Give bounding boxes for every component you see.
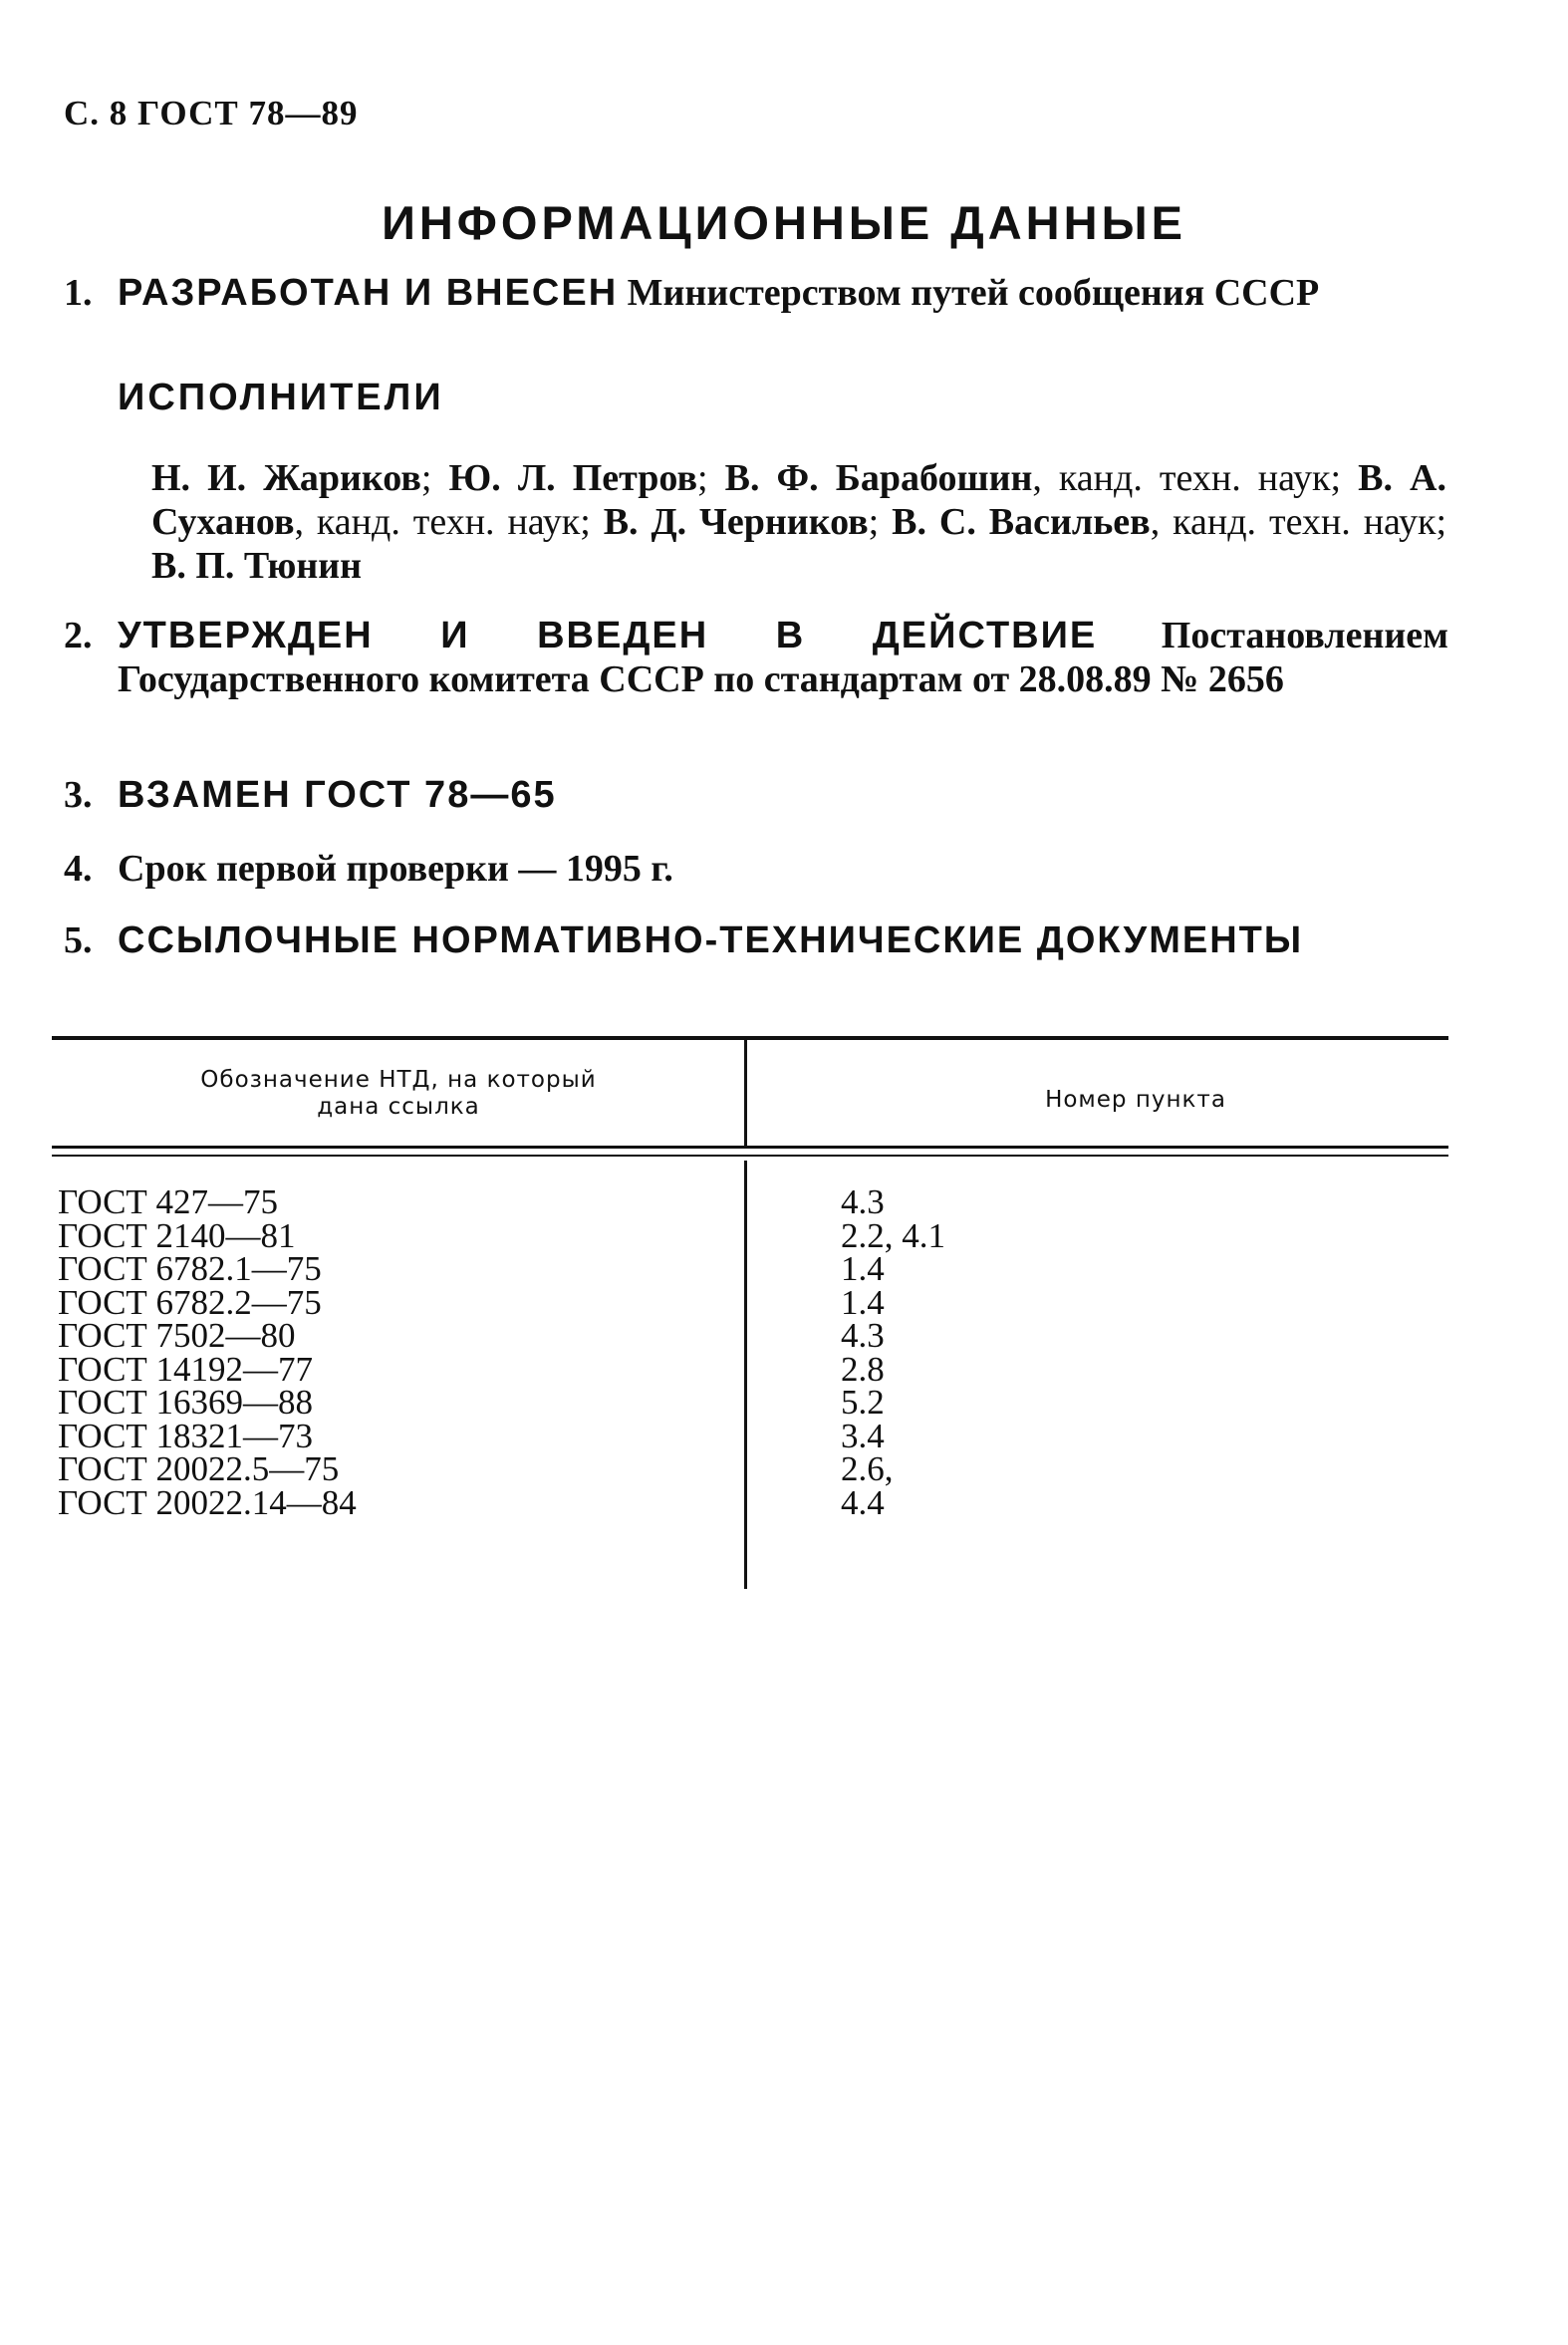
item-caps: РАЗРАБОТАН И ВНЕСЕН [118, 272, 619, 314]
executor-name: Ю. Л. Петров [448, 457, 697, 499]
item-number: 2. [64, 615, 93, 656]
table-column-clauses [841, 1182, 1239, 1522]
executors-list: Н. И. Жариков; Ю. Л. Петров; В. Ф. Барабошин, канд. техн. наук; В. А. Суханов, канд. техн. наук; В. Д. Черников; В. С. Васильев, канд. техн. наук; В. П. Тюнин [151, 457, 1446, 587]
executor-name: В. Ф. Барабошин [724, 457, 1033, 499]
item-caps: ССЫЛОЧНЫЕ НОРМАТИВНО-ТЕХНИЧЕСКИЕ ДОКУМЕНТЫ [118, 919, 1304, 961]
table-header-rule [52, 1146, 1448, 1149]
table-cell-clause: 4.4 [841, 1482, 885, 1522]
table-column-divider [744, 1040, 747, 1146]
column-header-clause: Номер пункта [1045, 1087, 1226, 1113]
executor-degree: канд. техн. наук [1058, 457, 1331, 499]
item-caps: ВЗАМЕН ГОСТ 78—65 [118, 774, 557, 816]
table-column-divider [744, 1161, 747, 1589]
executors-heading: ИСПОЛНИТЕЛИ [118, 377, 444, 418]
table-cell-document: ГОСТ 16369—88 [58, 1383, 314, 1422]
table-cell-clause: 2.6, [841, 1449, 894, 1488]
item-caps: УТВЕРЖДЕН И ВВЕДЕН В ДЕЙСТВИЕ [118, 615, 1098, 656]
table-column-documents [58, 1182, 616, 1522]
column-header-document: Обозначение НТД, на который дана ссылка [200, 1067, 597, 1120]
table-cell-clause: 1.4 [841, 1249, 885, 1288]
table-header-rule-double [52, 1155, 1448, 1157]
item-number: 3. [64, 774, 93, 816]
table-cell-clause: 2.2, 4.1 [841, 1215, 945, 1255]
table-cell-clause: 3.4 [841, 1416, 885, 1455]
info-item-3 [64, 773, 1448, 817]
table-cell-document: ГОСТ 6782.2—75 [58, 1282, 322, 1322]
info-item-5 [64, 918, 1448, 962]
executor-name: В. Д. Черников [603, 501, 869, 543]
page-header: С. 8 ГОСТ 78—89 [64, 94, 359, 132]
table-cell-clause: 5.2 [841, 1383, 885, 1422]
executor-degree: канд. техн. наук [316, 501, 581, 543]
info-item-2 [64, 614, 1448, 701]
item-text: Постановлением Государственного комитета СССР по стандартам от 28.08.89 № 2656 [118, 615, 1449, 700]
item-number: 1. [64, 272, 93, 314]
info-item-1 [64, 271, 1448, 315]
table-cell-document: ГОСТ 14192—77 [58, 1349, 314, 1389]
table-cell-clause: 1.4 [841, 1282, 885, 1322]
item-number: 4. [64, 848, 93, 890]
table-cell-clause: 2.8 [841, 1349, 885, 1389]
info-item-4 [64, 847, 1448, 891]
table-cell-document: ГОСТ 20022.5—75 [58, 1449, 340, 1488]
executor-name: В. А. Суханов [151, 457, 1446, 543]
item-text: Министерством путей сообщения СССР [627, 272, 1320, 314]
item-number: 5. [64, 919, 93, 961]
item-text: Срок первой проверки — 1995 г. [118, 848, 673, 890]
executor-name: В. П. Тюнин [151, 545, 363, 587]
table-cell-document: ГОСТ 6782.1—75 [58, 1249, 322, 1288]
executor-degree: канд. техн. наук [1173, 501, 1437, 543]
table-cell-document: ГОСТ 2140—81 [58, 1215, 296, 1255]
table-top-rule [52, 1036, 1448, 1040]
table-cell-clause: 4.3 [841, 1182, 885, 1221]
executor-name: Н. И. Жариков [151, 457, 421, 499]
table-cell-document: ГОСТ 427—75 [58, 1182, 279, 1221]
table-cell-document: ГОСТ 18321—73 [58, 1416, 314, 1455]
executor-name: В. С. Васильев [892, 501, 1151, 543]
document-title: ИНФОРМАЦИОННЫЕ ДАННЫЕ [382, 196, 1186, 249]
table-cell-document: ГОСТ 20022.14—84 [58, 1482, 357, 1522]
table-cell-clause: 4.3 [841, 1316, 885, 1355]
table-cell-document: ГОСТ 7502—80 [58, 1316, 296, 1355]
